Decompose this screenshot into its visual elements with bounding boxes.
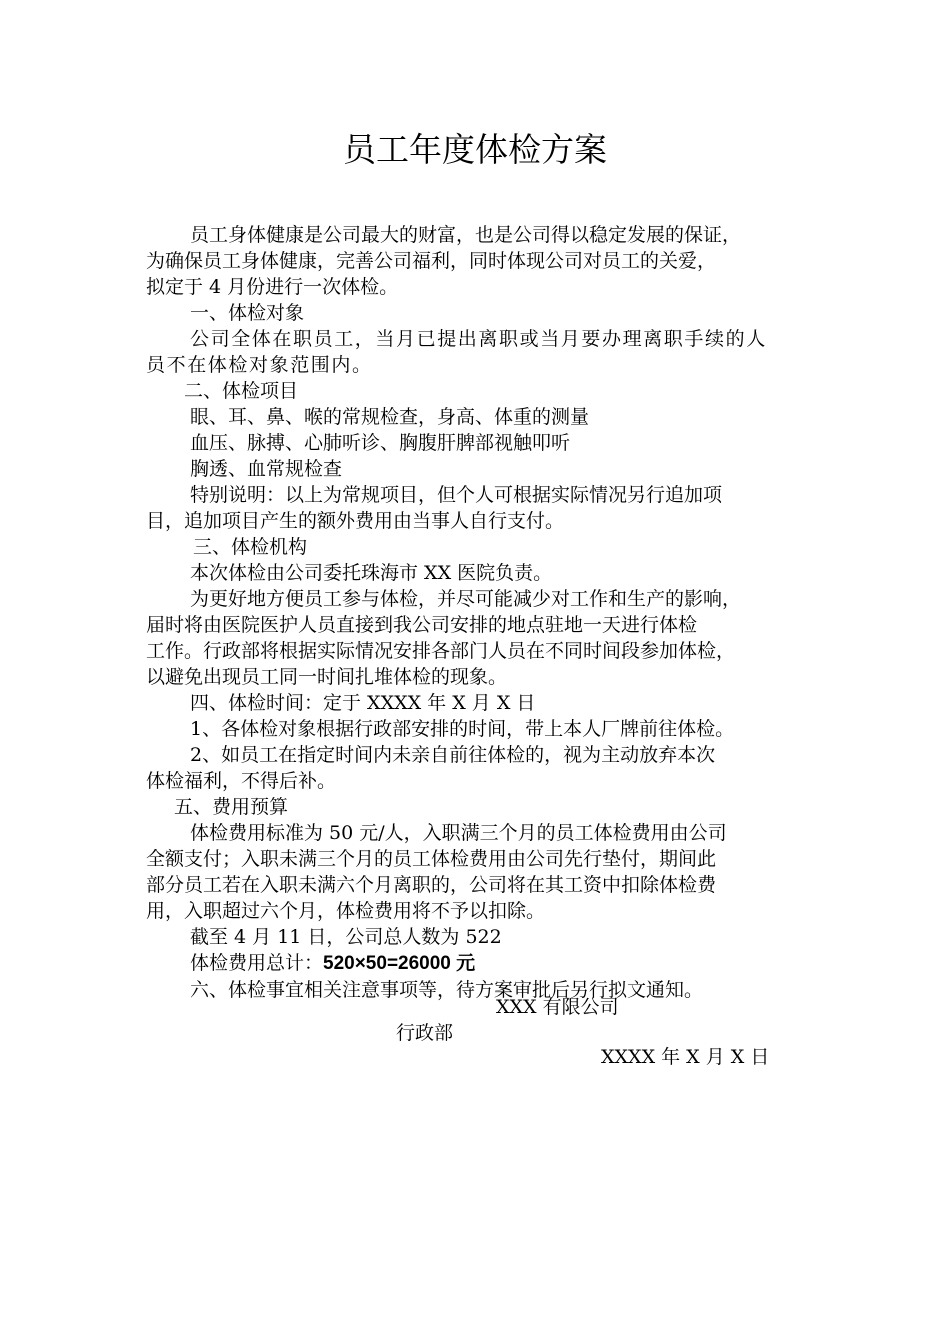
intro-line-3: 拟定于 4 月份进行一次体检。 [146,276,399,298]
intro-line-1: 员工身体健康是公司最大的财富，也是公司得以稳定发展的保证， [190,224,742,246]
intro-line-2: 为确保员工身体健康，完善公司福利，同时体现公司对员工的关爱， [146,250,717,272]
section-1-heading: 一、体检对象 [190,302,305,324]
section-1-line-2: 员不在体检对象范围内。 [146,354,373,376]
section-6-line: 六、体检事宜相关注意事项等，待方案审批后另行拟文通知。 [190,979,704,1001]
section-2-item-3: 胸透、血常规检查 [190,458,343,480]
section-5-heading: 五、费用预算 [174,796,289,818]
section-5-line-3 [146,950,811,977]
section-3-heading: 三、体检机构 [193,536,308,558]
section-5-line-2: 截至 4 月 11 日，公司总人数为 522 [190,926,502,948]
document-body [146,222,811,1003]
section-4-line-2a: 2、如员工在指定时间内未亲自前往体检的，视为主动放弃本次 [190,744,716,766]
section-3-line-2c: 工作。行政部将根据实际情况安排各部门人员在不同时间段参加体检， [146,640,736,662]
section-2-note-2: 目，追加项目产生的额外费用由当事人自行支付。 [146,510,565,532]
section-3-line-2d: 以避免出现员工同一时间扎堆体检的现象。 [146,666,508,688]
section-5-line-1a: 体检费用标准为 50 元/人，入职满三个月的员工体检费用由公司 [190,822,727,844]
cost-total-label: 体检费用总计： [190,952,324,974]
section-2-item-1: 眼、耳、鼻、喉的常规检查，身高、体重的测量 [190,406,590,428]
section-2-note-1: 特别说明：以上为常规项目，但个人可根据实际情况另行追加项 [190,484,723,506]
cost-total-value: 520×50=26000 元 [323,953,476,974]
section-4-line-1: 1、各体检对象根据行政部安排的时间，带上本人厂牌前往体检。 [190,718,735,740]
section-5-line-1d: 用，入职超过六个月，体检费用将不予以扣除。 [146,900,546,922]
section-3-line-2b: 届时将由医院医护人员直接到我公司安排的地点驻地一天进行体检 [146,614,698,636]
document-title: 员工年度体检方案 [343,130,607,169]
section-2-item-2: 血压、脉搏、心肺听诊、胸腹肝脾部视触叩听 [190,432,571,454]
signature-department: 行政部 [396,1022,454,1044]
section-3-line-1: 本次体检由公司委托珠海市 XX 医院负责。 [190,562,553,584]
section-5-line-1b: 全额支付；入职未满三个月的员工体检费用由公司先行垫付，期间此 [146,848,717,870]
section-3-line-2a: 为更好地方便员工参与体检，并尽可能减少对工作和生产的影响， [190,588,742,610]
section-4-line-2b: 体检福利，不得后补。 [146,770,337,792]
section-5-line-1c: 部分员工若在入职未满六个月离职的，公司将在其工资中扣除体检费 [146,874,717,896]
section-4-heading: 四、体检时间：定于 XXXX 年 X 月 X 日 [190,692,536,714]
section-1-line-1: 公司全体在职员工，当月已提出离职或当月要办理离职手续的人 [190,328,767,350]
section-2-heading: 二、体检项目 [184,380,299,402]
signature-company: XXX 有限公司 [496,996,619,1018]
signature-date: XXXX 年 X 月 X 日 [601,1046,770,1068]
